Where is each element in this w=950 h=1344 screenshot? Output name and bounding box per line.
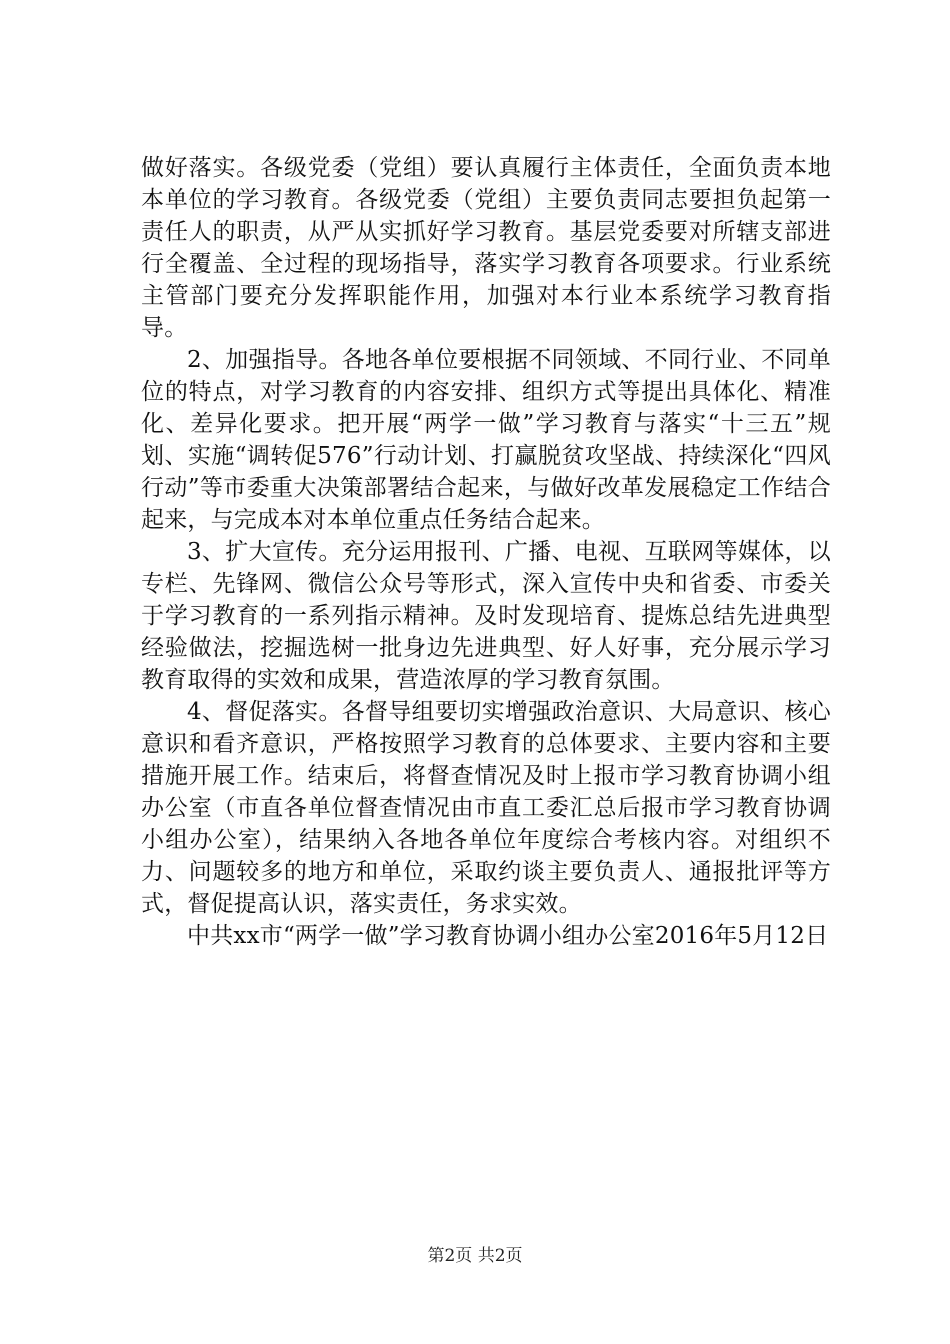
- paragraph-expand-publicity: 3、扩大宣传。充分运用报刊、广播、电视、互联网等媒体，以专栏、先锋网、微信公众号等形式，深入宣传中央和省委、市委关于学习教育的一系列指示精神。及时发现培育、提炼总结先进典型经验做法，挖掘选树一批身边先进典型、好人好事，充分展示学习教育取得的实效和成果，营造浓厚的学习教育氛围。: [141, 539, 831, 693]
- signature-line: 中共xx市“两学一做”学习教育协调小组办公室2016年5月12日: [187, 923, 829, 949]
- page-footer: 第2页 共2页: [427, 1246, 523, 1266]
- paragraph-strengthen-guidance: 2、加强指导。各地各单位要根据不同领域、不同行业、不同单位的特点，对学习教育的内容安排、组织方式等提出具体化、精准化、差异化要求。把开展“两学一做”学习教育与落实“十三五”规划、实施“调转促576”行动计划、打赢脱贫攻坚战、持续深化“四风行动”等市委重大决策部署结合起来，与做好改革发展稳定工作结合起来，与完成本对本单位重点任务结合起来。: [141, 347, 831, 533]
- paragraph-continuation: 做好落实。各级党委（党组）要认真履行主体责任，全面负责本地本单位的学习教育。各级党委（党组）主要负责同志要担负起第一责任人的职责，从严从实抓好学习教育。基层党委要对所辖支部进行全覆盖、全过程的现场指导，落实学习教育各项要求。行业系统主管部门要充分发挥职能作用，加强对本行业本系统学习教育指导。: [141, 155, 831, 341]
- document-body: [141, 152, 831, 952]
- paragraph-supervise-implementation: 4、督促落实。各督导组要切实增强政治意识、大局意识、核心意识和看齐意识，严格按照学习教育的总体要求、主要内容和主要措施开展工作。结束后，将督查情况及时上报市学习教育协调小组办公室（市直各单位督查情况由市直工委汇总后报市学习教育协调小组办公室），结果纳入各地各单位年度综合考核内容。对组织不力、问题较多的地方和单位，采取约谈主要负责人、通报批评等方式，督促提高认识，落实责任，务求实效。: [141, 699, 831, 917]
